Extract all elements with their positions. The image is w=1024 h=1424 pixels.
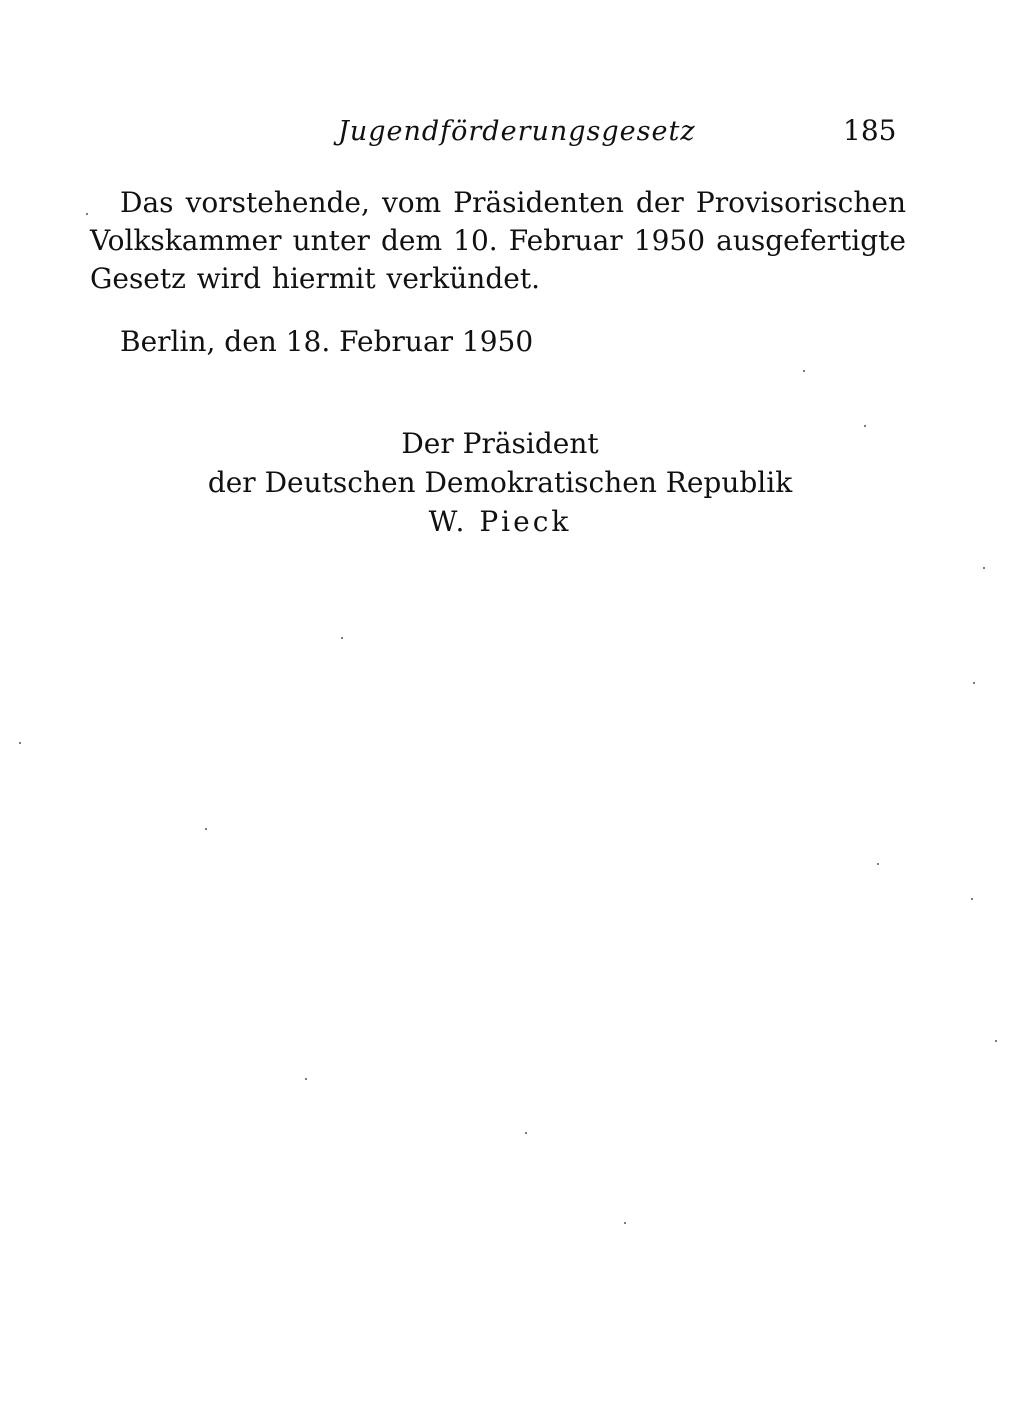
scan-speck <box>983 567 985 569</box>
scan-speck <box>624 1222 626 1224</box>
signature-name: W. Pieck <box>428 505 572 538</box>
running-title: Jugendförderungsgesetz <box>338 116 696 147</box>
date-line: Berlin, den 18. Februar 1950 <box>120 325 534 358</box>
scan-speck <box>973 682 975 684</box>
scan-speck <box>971 898 973 900</box>
scan-speck <box>86 213 88 215</box>
scan-speck <box>19 742 21 744</box>
scan-speck <box>305 1078 307 1080</box>
scan-speck <box>803 370 805 372</box>
scan-speck <box>341 637 343 639</box>
signature-block <box>200 424 800 541</box>
scan-speck <box>205 828 207 830</box>
scan-speck <box>525 1132 527 1134</box>
signature-title: Der Präsident <box>401 427 599 460</box>
scan-speck <box>877 863 879 865</box>
scan-speck <box>864 425 866 427</box>
scan-speck <box>995 1040 997 1042</box>
signature-office: der Deutschen Demokratischen Republik <box>207 466 793 499</box>
page-number: 185 <box>843 114 897 147</box>
promulgation-paragraph: Das vorstehende, vom Präsidenten der Provisorischen Volkskammer unter dem 10. Februar 1950 ausgefertigte Gesetz wird hiermit verkündet. <box>90 186 906 295</box>
